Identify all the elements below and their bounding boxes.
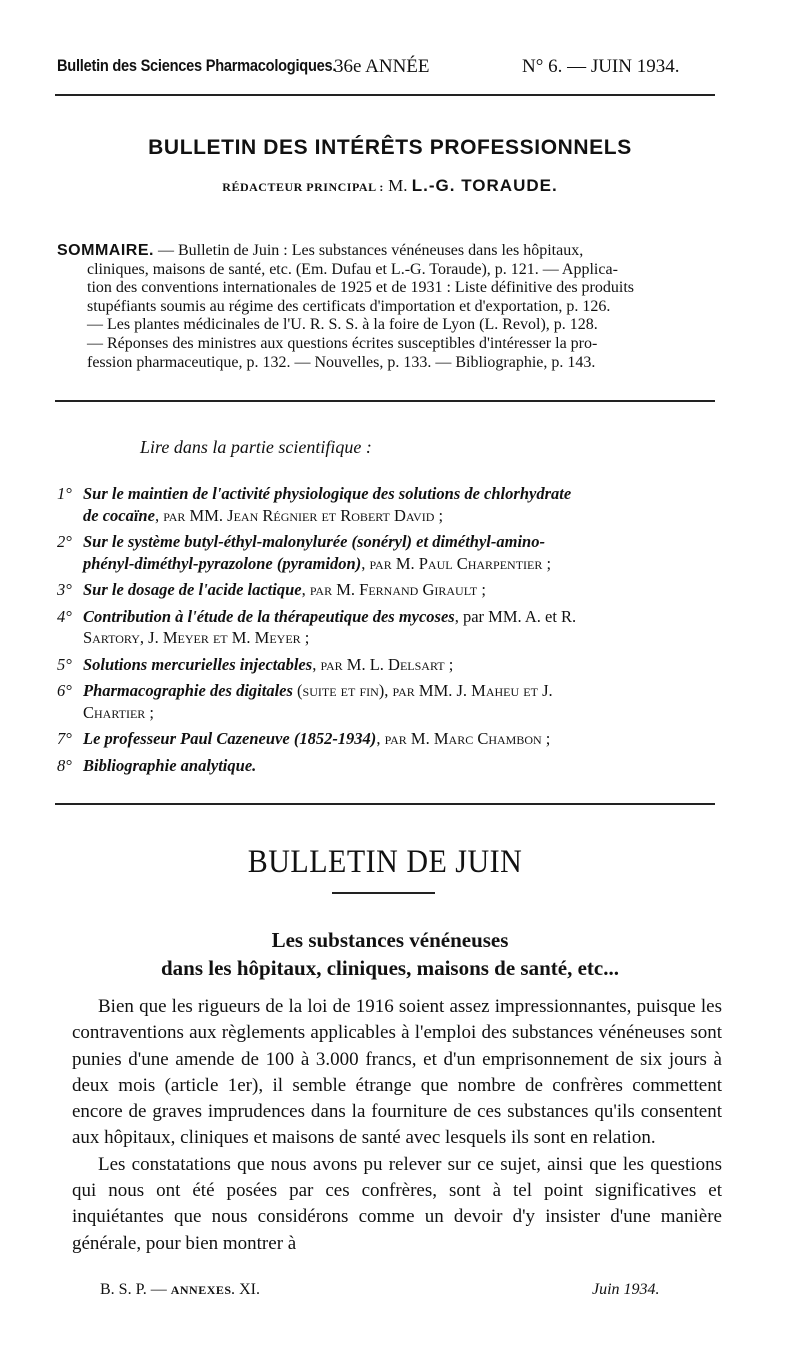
list-item (57, 579, 737, 601)
list-item (57, 606, 737, 649)
footer-annexes: ANNEXES. (170, 1283, 236, 1297)
scientific-part-heading: Lire dans la partie scientifique : (140, 437, 372, 457)
sommaire-line: — Les plantes médicinales de l'U. R. S. S. à la foire de Lyon (L. Revol), p. 128. (87, 316, 598, 334)
page-footer (0, 1281, 800, 1305)
title-underline (332, 892, 435, 894)
footer-left (100, 1281, 260, 1299)
scientific-list (57, 483, 737, 781)
article-body (72, 994, 722, 1257)
list-item (57, 728, 737, 750)
item-title: Pharmacographie des digitales (83, 681, 293, 700)
journal-year: 36e ANNÉE (334, 56, 430, 77)
item-authors: , par MM. Jean Régnier et Robert David ; (154, 505, 444, 525)
item-number: 1° (57, 484, 72, 503)
sommaire-rule (55, 400, 715, 402)
editor-label: RÉDACTEUR PRINCIPAL : (222, 180, 384, 194)
sommaire-line: cliniques, maisons de santé, etc. (Em. Dufau et L.-G. Toraude), p. 121. — Applica- (87, 260, 618, 278)
item-authors: , par M. Marc Chambon ; (376, 729, 551, 748)
sommaire-line: — Réponses des ministres aux questions écrites susceptibles d'intéresser la pro- (87, 334, 598, 352)
article-title-line: Les substances vénéneuses (271, 928, 509, 952)
list-item (57, 531, 737, 574)
paragraph: Bien que les rigueurs de la loi de 1916 soient assez impressionnantes, puisque les contraventions aux règlements applicables à l'emploi des substances vénéneuses sont punies d'une amende de 100 à 3.000 francs, et d'un emprisonnement de six jours à deux mois (article 1er), il semble étrange que nombre de confrères commettent encore de graves imprudences dans la fourniture de ces substances qu'ils consentent aux hôpitaux, cliniques et maisons de santé avec lesquels ils sont en relation. (72, 996, 722, 1149)
sommaire-text: — Bulletin de Juin : Les substances vénéneuses dans les hôpitaux, (153, 242, 584, 259)
footer-prefix: B. S. P. — (100, 1281, 167, 1298)
item-title-cont: de cocaïne (83, 505, 155, 525)
list-item (57, 680, 737, 723)
article-title (0, 926, 780, 982)
article-title-line: dans les hôpitaux, cliniques, maisons de santé, etc... (161, 956, 619, 980)
sommaire-line (57, 242, 723, 261)
item-title: Sur le dosage de l'acide lactique (83, 580, 302, 599)
sommaire-line: fession pharmaceutique, p. 132. — Nouvelles, p. 133. — Bibliographie, p. 143. (87, 353, 596, 371)
item-authors: , par MM. A. et R. (454, 606, 577, 626)
paragraph: Les constatations que nous avons pu relever sur ce sujet, ainsi que les questions qui nous ont été posées par ces confrères, sont à tel point significatives et inquiétantes que nous considérons comme un devoir d'y insister d'une manière générale, pour bien montrer à (72, 1153, 722, 1254)
section-title: BULLETIN DES INTÉRÊTS PROFESSIONNELS (148, 136, 632, 159)
item-authors: , par M. Paul Charpentier ; (361, 553, 552, 573)
item-title: Solutions mercurielles injectables (83, 654, 313, 674)
issue-number: N° 6. — JUIN 1934. (522, 56, 680, 77)
list-item (57, 654, 737, 676)
item-authors: , par M. L. Delsart ; (312, 654, 454, 674)
sommaire-line: tion des conventions internationales de 1925 et de 1931 : Liste définitive des produits (87, 279, 634, 297)
footer-date: Juin 1934. (592, 1281, 660, 1298)
list-item (57, 755, 737, 777)
items-rule (55, 803, 715, 805)
sommaire-line: stupéfiants soumis au régime des certificats d'importation et d'exportation, p. 126. (87, 297, 611, 315)
sommaire-label: SOMMAIRE. (57, 242, 154, 259)
item-number: 8° (57, 755, 72, 775)
footer-page: XI. (239, 1281, 260, 1298)
editor-prefix: M. (388, 176, 408, 195)
sommaire (57, 242, 723, 372)
bulletin-title: BULLETIN DE JUIN (247, 843, 523, 880)
item-authors: (suite et fin), par MM. J. Maheu et J. (292, 681, 553, 700)
item-title: Le professeur Paul Cazeneuve (1852-1934) (83, 729, 377, 748)
editor-name: L.-G. TORAUDE. (411, 176, 558, 195)
editor-line (0, 176, 780, 196)
item-title: Contribution à l'étude de la thérapeutique des mycoses (83, 606, 455, 626)
item-number: 5° (57, 654, 72, 674)
item-number: 2° (57, 532, 72, 551)
item-authors: , par M. Fernand Girault ; (301, 580, 486, 599)
item-title-cont: phényl-diméthyl-pyrazolone (pyramidon) (83, 553, 362, 573)
item-title: Sur le maintien de l'activité physiologique des solutions de chlorhydrate (83, 484, 572, 503)
item-number: 4° (57, 606, 72, 626)
item-number: 6° (57, 681, 72, 700)
journal-title: Bulletin des Sciences Pharmacologiques. (57, 56, 337, 75)
item-number: 3° (57, 580, 72, 599)
header-rule (55, 94, 715, 96)
item-number: 7° (57, 729, 72, 748)
item-title: Sur le système butyl-éthyl-malonylurée (sonéryl) et diméthyl-amino- (83, 532, 545, 551)
item-authors-cont: Sartory, J. Meyer et M. Meyer ; (83, 628, 310, 647)
item-title: Bibliographie analytique. (83, 755, 257, 775)
list-item (57, 483, 737, 526)
item-authors-cont: Chartier ; (83, 702, 154, 722)
